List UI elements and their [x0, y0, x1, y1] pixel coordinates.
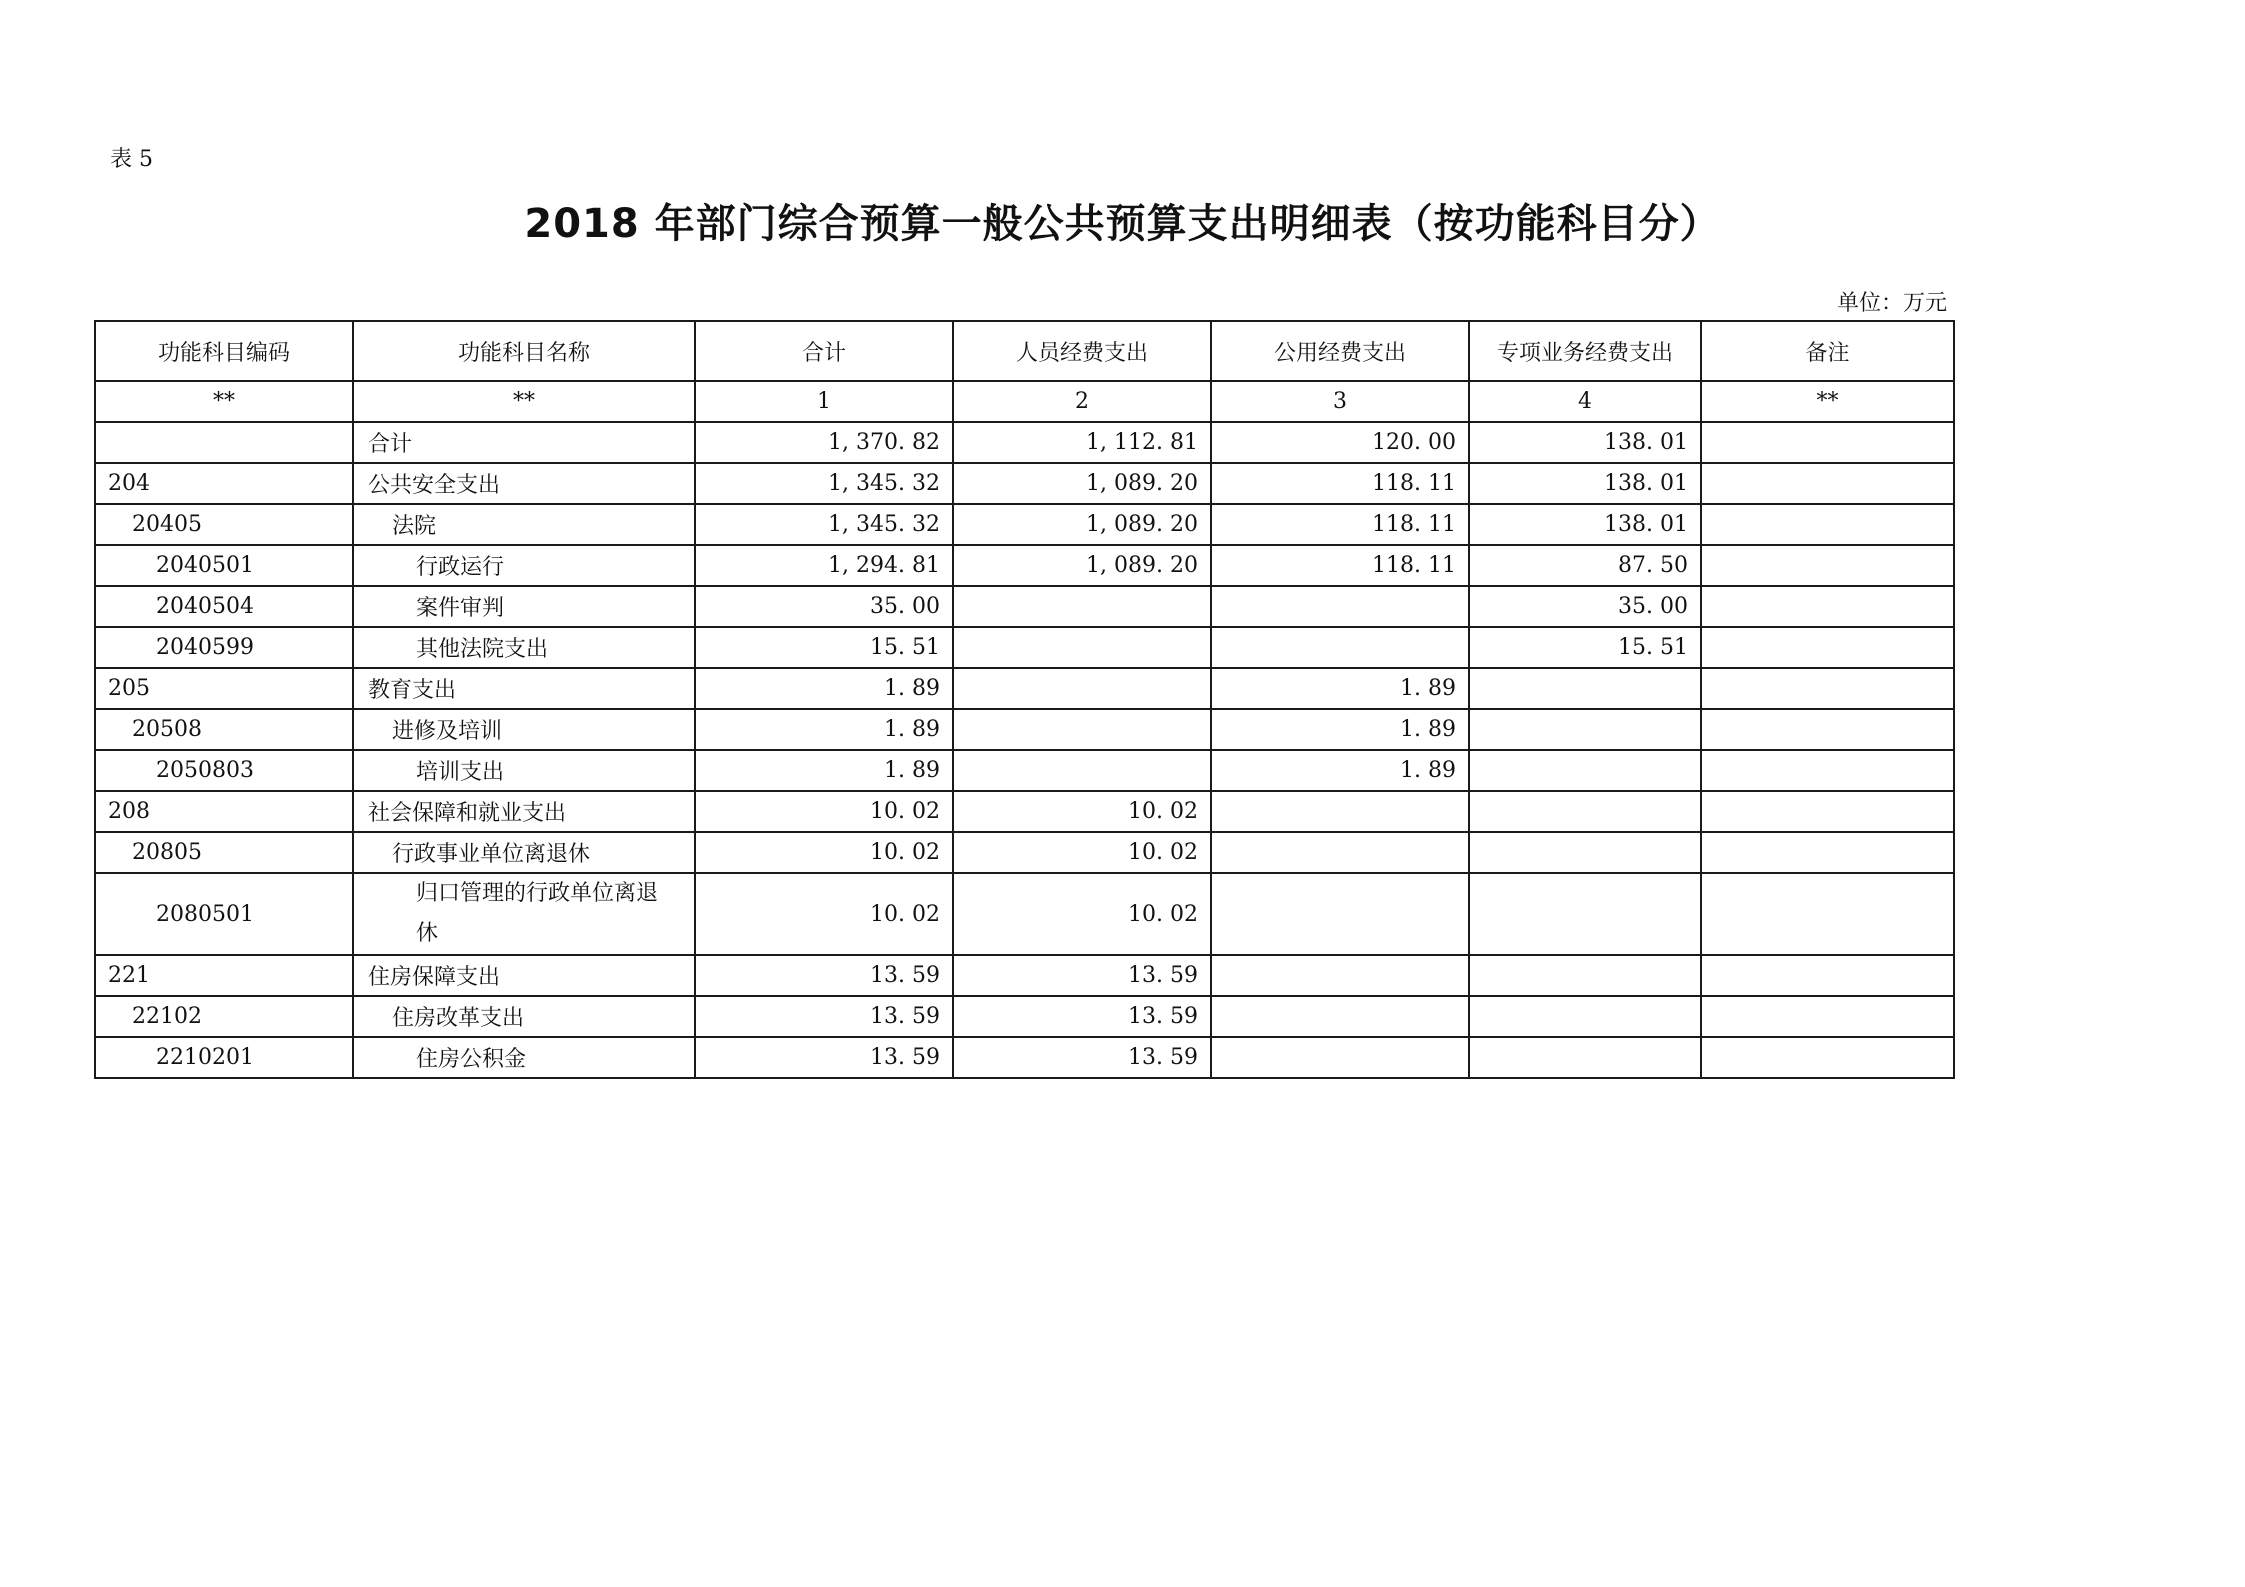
name-cell: 培训支出 [353, 750, 695, 791]
note-cell [1701, 791, 1954, 832]
special-cell: 87. 50 [1469, 545, 1701, 586]
code-cell: 221 [95, 955, 353, 996]
code-cell: 2040504 [95, 586, 353, 627]
note-cell [1701, 832, 1954, 873]
name-cell: 合计 [353, 422, 695, 463]
personnel-cell: 1, 089. 20 [953, 463, 1211, 504]
table-row [95, 668, 1954, 709]
special-cell: 138. 01 [1469, 422, 1701, 463]
index-cell: ** [1701, 381, 1954, 422]
note-cell [1701, 709, 1954, 750]
public-cell [1211, 873, 1469, 955]
table-number: 表 5 [110, 147, 153, 172]
table-row [95, 791, 1954, 832]
table-row [95, 463, 1954, 504]
personnel-cell [953, 709, 1211, 750]
personnel-cell [953, 668, 1211, 709]
code-cell: 2210201 [95, 1037, 353, 1078]
personnel-cell: 10. 02 [953, 832, 1211, 873]
personnel-cell: 13. 59 [953, 955, 1211, 996]
special-cell [1469, 996, 1701, 1037]
total-cell: 1. 89 [695, 709, 953, 750]
total-cell: 10. 02 [695, 791, 953, 832]
unit-label: 单位：万元 [1836, 291, 1947, 316]
code-cell: 20405 [95, 504, 353, 545]
personnel-cell: 1, 089. 20 [953, 545, 1211, 586]
note-cell [1701, 504, 1954, 545]
special-cell [1469, 668, 1701, 709]
public-cell [1211, 1037, 1469, 1078]
code-cell: 2040501 [95, 545, 353, 586]
personnel-cell [953, 586, 1211, 627]
public-cell [1211, 996, 1469, 1037]
code-cell: 2080501 [95, 873, 353, 955]
code-cell: 2040599 [95, 627, 353, 668]
public-cell [1211, 791, 1469, 832]
personnel-cell [953, 750, 1211, 791]
total-cell: 1. 89 [695, 668, 953, 709]
index-cell: 2 [953, 381, 1211, 422]
index-cell: 1 [695, 381, 953, 422]
table-row [95, 996, 1954, 1037]
special-cell: 138. 01 [1469, 463, 1701, 504]
public-cell [1211, 586, 1469, 627]
table-row [95, 1037, 1954, 1078]
name-cell: 法院 [353, 504, 695, 545]
column-header: 专项业务经费支出 [1469, 321, 1701, 381]
index-cell: 4 [1469, 381, 1701, 422]
personnel-cell [953, 627, 1211, 668]
special-cell [1469, 791, 1701, 832]
name-cell: 社会保障和就业支出 [353, 791, 695, 832]
name-cell: 公共安全支出 [353, 463, 695, 504]
special-cell [1469, 955, 1701, 996]
total-cell: 1, 370. 82 [695, 422, 953, 463]
name-cell: 教育支出 [353, 668, 695, 709]
total-cell: 1, 345. 32 [695, 463, 953, 504]
total-cell: 10. 02 [695, 873, 953, 955]
note-cell [1701, 463, 1954, 504]
total-cell: 15. 51 [695, 627, 953, 668]
column-header: 人员经费支出 [953, 321, 1211, 381]
note-cell [1701, 422, 1954, 463]
table-row [95, 504, 1954, 545]
code-cell: 204 [95, 463, 353, 504]
special-cell [1469, 709, 1701, 750]
public-cell: 1. 89 [1211, 750, 1469, 791]
name-cell: 住房改革支出 [353, 996, 695, 1037]
total-cell: 35. 00 [695, 586, 953, 627]
header-row [95, 321, 1954, 381]
special-cell [1469, 832, 1701, 873]
public-cell [1211, 832, 1469, 873]
personnel-cell: 13. 59 [953, 996, 1211, 1037]
column-header: 备注 [1701, 321, 1954, 381]
table-row [95, 709, 1954, 750]
personnel-cell: 13. 59 [953, 1037, 1211, 1078]
public-cell: 118. 11 [1211, 463, 1469, 504]
code-cell: 2050803 [95, 750, 353, 791]
table-row [95, 832, 1954, 873]
table-row [95, 627, 1954, 668]
personnel-cell: 10. 02 [953, 873, 1211, 955]
total-cell: 1, 294. 81 [695, 545, 953, 586]
column-header: 合计 [695, 321, 953, 381]
public-cell [1211, 955, 1469, 996]
total-cell: 13. 59 [695, 955, 953, 996]
name-cell: 其他法院支出 [353, 627, 695, 668]
personnel-cell: 10. 02 [953, 791, 1211, 832]
total-cell: 10. 02 [695, 832, 953, 873]
personnel-cell: 1, 112. 81 [953, 422, 1211, 463]
index-row [95, 381, 1954, 422]
index-cell: ** [95, 381, 353, 422]
special-cell [1469, 873, 1701, 955]
special-cell [1469, 1037, 1701, 1078]
index-cell: 3 [1211, 381, 1469, 422]
personnel-cell: 1, 089. 20 [953, 504, 1211, 545]
special-cell: 15. 51 [1469, 627, 1701, 668]
code-cell: 22102 [95, 996, 353, 1037]
special-cell [1469, 750, 1701, 791]
public-cell: 1. 89 [1211, 668, 1469, 709]
note-cell [1701, 668, 1954, 709]
table-row [95, 955, 1954, 996]
total-cell: 13. 59 [695, 996, 953, 1037]
public-cell: 118. 11 [1211, 504, 1469, 545]
public-cell: 1. 89 [1211, 709, 1469, 750]
total-cell: 1. 89 [695, 750, 953, 791]
public-cell: 120. 00 [1211, 422, 1469, 463]
table-row [95, 750, 1954, 791]
total-cell: 13. 59 [695, 1037, 953, 1078]
table-row [95, 586, 1954, 627]
total-cell: 1, 345. 32 [695, 504, 953, 545]
page-title: 2018 年部门综合预算一般公共预算支出明细表（按功能科目分） [524, 201, 1721, 247]
note-cell [1701, 586, 1954, 627]
index-cell: ** [353, 381, 695, 422]
name-cell: 行政运行 [353, 545, 695, 586]
note-cell [1701, 873, 1954, 955]
budget-table [94, 320, 1955, 1079]
name-cell: 案件审判 [353, 586, 695, 627]
code-cell: 208 [95, 791, 353, 832]
name-cell: 归口管理的行政单位离退休 [353, 873, 695, 955]
special-cell: 35. 00 [1469, 586, 1701, 627]
note-cell [1701, 750, 1954, 791]
code-cell [95, 422, 353, 463]
public-cell: 118. 11 [1211, 545, 1469, 586]
name-cell: 住房保障支出 [353, 955, 695, 996]
note-cell [1701, 545, 1954, 586]
special-cell: 138. 01 [1469, 504, 1701, 545]
column-header: 公用经费支出 [1211, 321, 1469, 381]
note-cell [1701, 996, 1954, 1037]
name-cell: 住房公积金 [353, 1037, 695, 1078]
name-cell: 行政事业单位离退休 [353, 832, 695, 873]
table-row [95, 422, 1954, 463]
table-row [95, 873, 1954, 955]
note-cell [1701, 627, 1954, 668]
code-cell: 20805 [95, 832, 353, 873]
note-cell [1701, 1037, 1954, 1078]
public-cell [1211, 627, 1469, 668]
code-cell: 20508 [95, 709, 353, 750]
column-header: 功能科目编码 [95, 321, 353, 381]
note-cell [1701, 955, 1954, 996]
table-row [95, 545, 1954, 586]
column-header: 功能科目名称 [353, 321, 695, 381]
name-cell: 进修及培训 [353, 709, 695, 750]
code-cell: 205 [95, 668, 353, 709]
